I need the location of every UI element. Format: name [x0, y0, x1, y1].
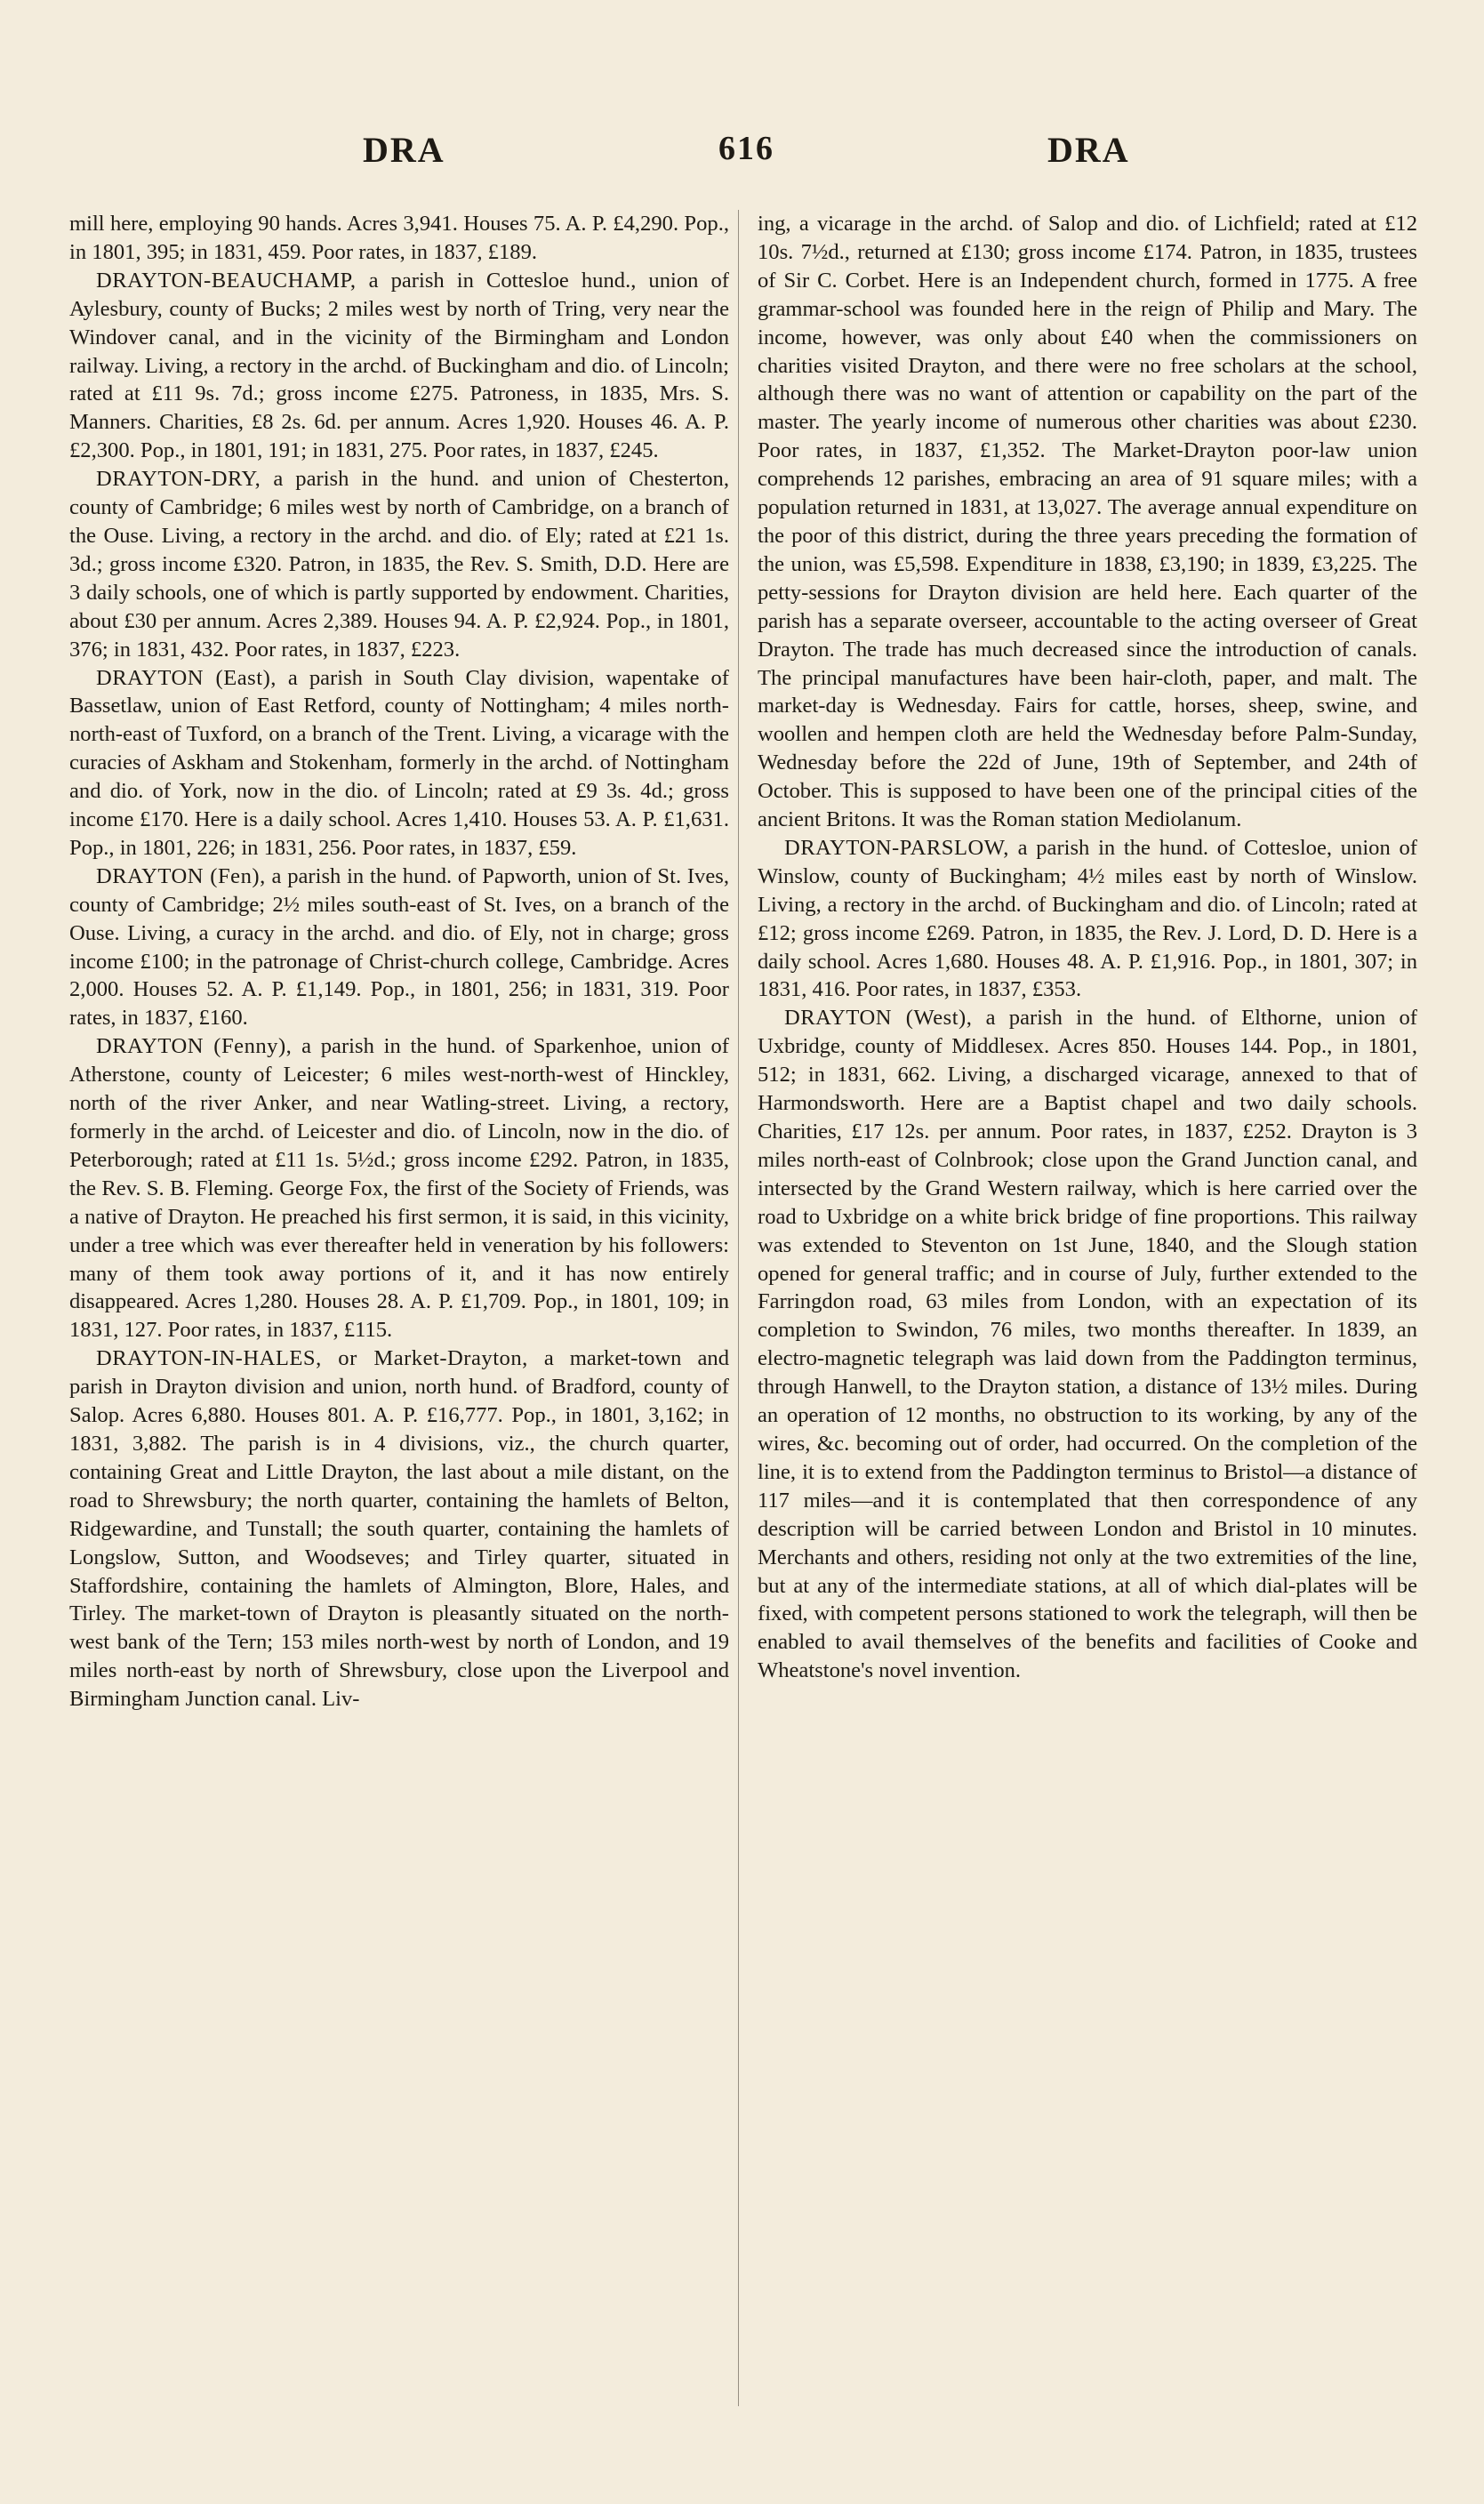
entry-headword: DRAYTON-IN-HALES, or Market-Drayton, — [96, 1346, 528, 1371]
entry — [69, 1032, 729, 1344]
entry-text: ing, a vicarage in the archd. of Salop and dio. of Lichfield; rated at £12 10s. 7½d., returned at £130; gross income £174. Patron, in 1835, trustees of Sir C. Corbet. Here is an Independent church, formed in 1775. A free grammar-school was founded here in the reign of Philip and Mary. The income, however, was only about £40 when the commissioners on charities visited Drayton, and there were no free scholars at the school, although there was no want of attention or capability on the part of the master. The yearly income of numerous other charities was about £230. Poor rates, in 1837, £1,352. The Market-Drayton poor-law union comprehends 12 parishes, embracing an area of 91 square miles; with a population returned in 1831, at 13,027. The average annual expenditure on the poor of this district, during the three years preceding the formation of the union, was £5,598. Expenditure in 1838, £3,190; in 1839, £3,225. The petty-sessions for Drayton division are held here. Each quarter of the parish has a separate overseer, accountable to the acting overseer of Great Drayton. The trade has much decreased since the introduction of canals. The principal manufactures have been hair-cloth, paper, and malt. The market-day is Wednesday. Fairs for cattle, horses, sheep, swine, and woollen and hempen cloth are held the Wednesday before Palm-Sunday, Wednesday before the 22d of June, 19th of September, and 24th of October. This is supposed to have been one of the principal cities of the ancient Britons. It was the Roman station Mediolanum. — [758, 212, 1417, 832]
column-divider — [738, 210, 739, 2406]
entry-text: a parish in South Clay division, wapentake of Bassetlaw, union of East Retford, county of Nottingham; 4 miles north-north-east of Tuxford, on a branch of the Trent. Living, a vicarage with the curacies of Askham and Stokenham, formerly in the archd. of Nottingham and dio. of York, now in the dio. of Lincoln; rated at £9 3s. 4d.; gross income £170. Here is a daily school. Acres 1,410. Houses 53. A. P. £1,631. Pop., in 1801, 226; in 1831, 256. Poor rates, in 1837, £59. — [69, 665, 729, 860]
entry — [758, 210, 1417, 834]
entry — [758, 834, 1417, 1004]
entry — [758, 1004, 1417, 1685]
entry-headword: DRAYTON-DRY, — [96, 467, 261, 492]
entry — [69, 210, 729, 267]
entry-text: a parish in the hund. of Cottesloe, union of Winslow, county of Buckingham; 4½ miles east by north of Winslow. Living, a rectory in the archd. of Buckingham and dio. of Lincoln; rated at £12; gross income £269. Patron, in 1835, the Rev. J. Lord, D. D. Here is a daily school. Acres 1,680. Houses 48. A. P. £1,916. Pop., in 1801, 307; in 1831, 416. Poor rates, in 1837, £353. — [758, 835, 1417, 1002]
entry-text: mill here, employing 90 hands. Acres 3,941. Houses 75. A. P. £4,290. Pop., in 1801, 395; in 1831, 459. Poor rates, in 1837, £189. — [69, 212, 729, 264]
entry-text: a parish in the hund. of Papworth, union of St. Ives, county of Cambridge; 2½ miles south-east of St. Ives, on a branch of the Ouse. Living, a curacy in the archd. and dio. of Ely, not in charge; gross income £100; in the patronage of Christ-church college, Cambridge. Acres 2,000. Houses 52. A. P. £1,149. Pop., in 1801, 256; in 1831, 319. Poor rates, in 1837, £160. — [69, 863, 729, 1031]
entry — [69, 1344, 729, 1713]
entry — [69, 664, 729, 863]
entry-text: a market-town and parish in Drayton division and union, north hund. of Bradford, county of Salop. Acres 6,880. Houses 801. A. P. £16,777. Pop., in 1801, 3,162; in 1831, 3,882. The parish is in 4 divisions, viz., the church quarter, containing Great and Little Drayton, the last about a mile distant, on the road to Shrewsbury; the north quarter, containing the hamlets of Belton, Ridgewardine, and Tunstall; the south quarter, containing the hamlets of Longslow, Sutton, and Woodseves; and Tirley quarter, situated in Staffordshire, containing the hamlets of Almington, Blore, Hales, and Tirley. The market-town of Drayton is pleasantly situated on the north-west bank of the Tern; 153 miles north-west by north of London, and 19 miles north-east by north of Shrewsbury, close upon the Liverpool and Birmingham Junction canal. Liv- — [69, 1346, 729, 1712]
entry-text: a parish in Cottesloe hund., union of Aylesbury, county of Bucks; 2 miles west by north of Tring, very near the Windover canal, and in the vicinity of the Birmingham and London railway. Living, a rectory in the archd. of Buckingham and dio. of Lincoln; rated at £11 9s. 7d.; gross income £275. Patroness, in 1835, Mrs. S. Manners. Charities, £8 2s. 6d. per annum. Acres 1,920. Houses 46. A. P. £2,300. Pop., in 1801, 191; in 1831, 275. Poor rates, in 1837, £245. — [69, 268, 729, 463]
entry — [69, 465, 729, 663]
entry-headword: DRAYTON-PARSLOW, — [784, 835, 1009, 860]
entry — [69, 863, 729, 1032]
header-left-catchword: DRA — [363, 130, 445, 170]
header-right-catchword: DRA — [1047, 130, 1130, 170]
entry-headword: DRAYTON (Fen), — [96, 863, 266, 888]
entry-text: a parish in the hund. of Elthorne, union of Uxbridge, county of Middlesex. Acres 850. Houses 144. Pop., in 1801, 512; in 1831, 662. Living, a discharged vicarage, annexed to that of Harmondsworth. Here are a Baptist chapel and two daily schools. Charities, £17 12s. per annum. Poor rates, in 1837, £252. Drayton is 3 miles north-east of Colnbrook; close upon the Grand Junction canal, and intersected by the Grand Western railway, which is here carried over the road to Uxbridge on a white brick bridge of fine proportions. This railway was extended to Steventon on 1st June, 1840, and the Slough station opened for general traffic; and in course of July, further extended to the Farringdon road, 63 miles from London, with an expectation of its completion to Swindon, 76 miles, two months thereafter. In 1839, an electro-magnetic telegraph was laid down from the Paddington terminus, through Hanwell, to the Drayton station, a distance of 13½ miles. During an operation of 12 months, no obstruction to its working, by any of the wires, &c. becoming out of order, had occurred. On the completion of the line, it is to extend from the Paddington terminus to Bristol—a distance of 117 miles—and it is contemplated that then correspondence of any description will be carried between London and Bristol in 10 minutes. Merchants and others, residing not only at the two extremities of the line, but at any of the intermediate stations, at all of which dial-plates will be fixed, with competent persons stationed to work the telegraph, will then be enabled to avail themselves of the benefits and facilities of Cooke and Wheatstone's novel invention. — [758, 1006, 1417, 1683]
entry-text: a parish in the hund. and union of Chesterton, county of Cambridge; 6 miles west by north of Cambridge, on a branch of the Ouse. Living, a rectory in the archd. and dio. of Ely; rated at £21 1s. 3d.; gross income £320. Patron, in 1835, the Rev. S. Smith, D.D. Here are 3 daily schools, one of which is partly supported by endowment. Charities, about £30 per annum. Acres 2,389. Houses 94. A. P. £2,924. Pop., in 1801, 376; in 1831, 432. Poor rates, in 1837, £223. — [69, 467, 729, 662]
entry — [69, 267, 729, 465]
left-column — [69, 210, 729, 2433]
entry-text: a parish in the hund. of Sparkenhoe, union of Atherstone, county of Leicester; 6 miles west-north-west of Hinckley, north of the river Anker, and near Watling-street. Living, a rectory, formerly in the archd. of Leicester and dio. of Lincoln, now in the dio. of Peterborough; rated at £11 1s. 5½d.; gross income £292. Patron, in 1835, the Rev. S. B. Fleming. George Fox, the first of the Society of Friends, was a native of Drayton. He preached his first sermon, it is said, in this vicinity, under a tree which was ever thereafter held in veneration by his followers: many of them took away portions of it, and it has now entirely disappeared. Acres 1,280. Houses 28. A. P. £1,709. Pop., in 1801, 109; in 1831, 127. Poor rates, in 1837, £115. — [69, 1034, 729, 1343]
entry-headword: DRAYTON (Fenny), — [96, 1034, 293, 1059]
entry-headword: DRAYTON-BEAUCHAMP, — [96, 268, 357, 293]
page-number: 616 — [718, 130, 774, 167]
running-header — [0, 129, 1484, 182]
entry-headword: DRAYTON (West), — [784, 1006, 973, 1031]
entry-headword: DRAYTON (East), — [96, 665, 277, 690]
right-column — [758, 210, 1417, 2433]
